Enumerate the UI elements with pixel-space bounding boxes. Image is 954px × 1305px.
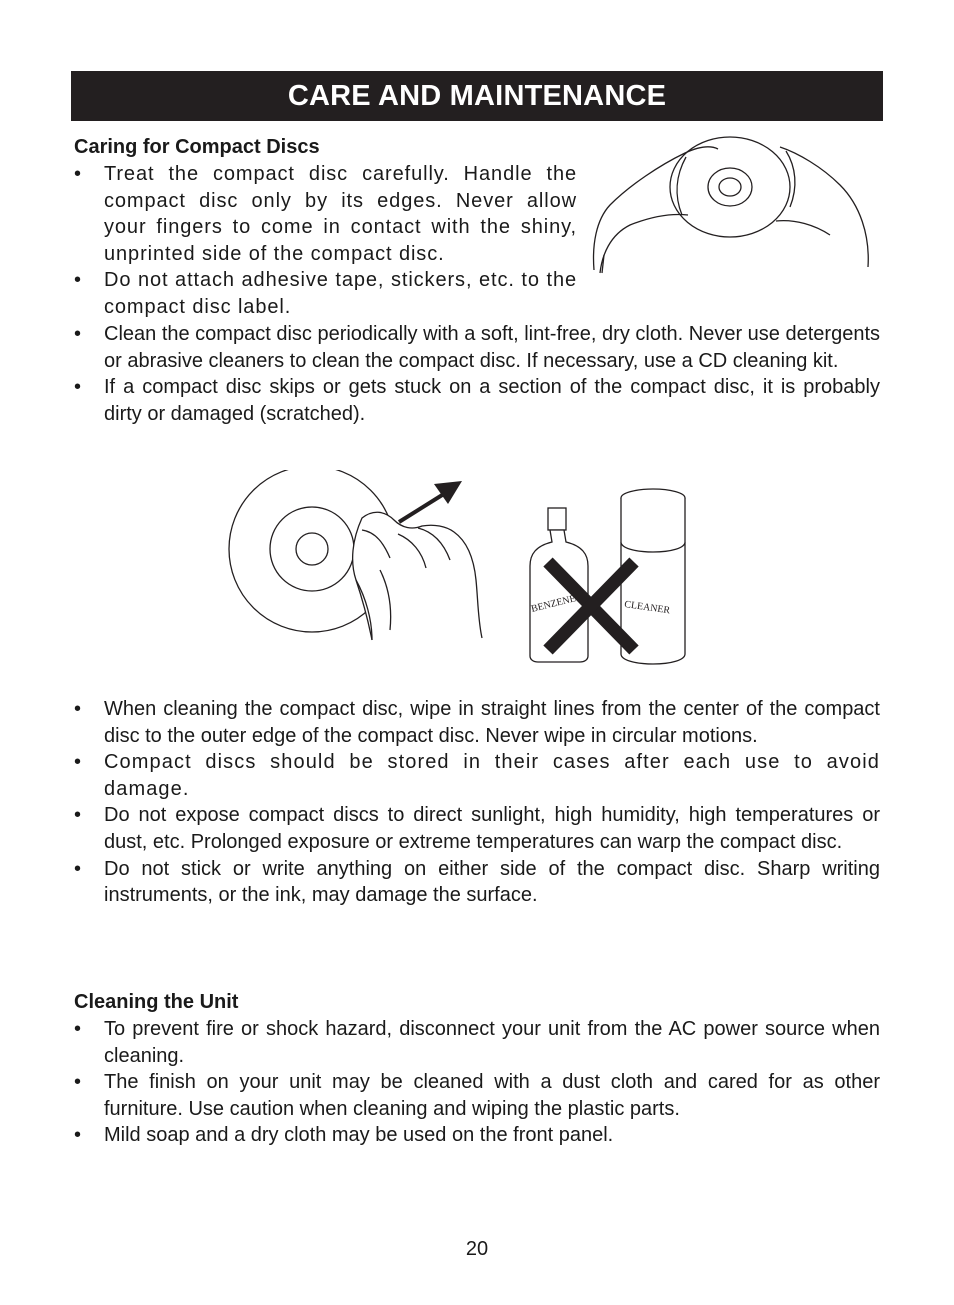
- benzene-label: BENZENE: [530, 593, 577, 615]
- list-item: • Compact discs should be stored in their cases after each use to avoid damage.: [74, 749, 880, 802]
- caring-list-top: [74, 161, 577, 321]
- cleaning-unit-heading: Cleaning the Unit: [74, 991, 239, 1013]
- list-item: • Mild soap and a dry cloth may be used on the front panel.: [74, 1122, 880, 1149]
- cleaning-illustration: [222, 470, 692, 670]
- list-item: • Treat the compact disc carefully. Handle the compact disc only by its edges. Never allow your fingers to come in contact with the shiny, unprinted side of the compact disc.: [74, 161, 577, 267]
- list-item: • The finish on your unit may be cleaned with a dust cloth and cared for as other furniture. Use caution when cleaning and wiping the plastic parts.: [74, 1069, 880, 1122]
- list-item: • If a compact disc skips or gets stuck on a section of the compact disc, it is probably dirty or damaged (scratched).: [74, 374, 880, 427]
- list-item: • When cleaning the compact disc, wipe in straight lines from the center of the compact disc to the outer edge of the compact disc. Never wipe in circular motions.: [74, 696, 880, 749]
- list-item: • Do not stick or write anything on either side of the compact disc. Sharp writing instruments, or the ink, may damage the surface.: [74, 856, 880, 909]
- page-title-banner: CARE AND MAINTENANCE: [71, 71, 883, 121]
- list-item: • Do not expose compact discs to direct sunlight, high humidity, high temperatures or dust, etc. Prolonged exposure or extreme temperatures can warp the compact disc.: [74, 802, 880, 855]
- caring-list-bottom: [74, 696, 880, 909]
- cleaner-label: CLEANER: [623, 599, 671, 617]
- cleaning-unit-list: [74, 1016, 880, 1149]
- caring-heading: Caring for Compact Discs: [74, 136, 320, 158]
- hands-holding-disc-illustration: [590, 135, 880, 280]
- list-item: • Do not attach adhesive tape, stickers, etc. to the compact disc label.: [74, 267, 577, 320]
- list-item: • Clean the compact disc periodically with a soft, lint-free, dry cloth. Never use detergents or abrasive cleaners to clean the compact disc. If necessary, use a CD cleaning kit.: [74, 321, 880, 374]
- caring-list-mid: [74, 321, 880, 427]
- page-number: 20: [465, 1238, 489, 1260]
- list-item: • To prevent fire or shock hazard, disconnect your unit from the AC power source when cleaning.: [74, 1016, 880, 1069]
